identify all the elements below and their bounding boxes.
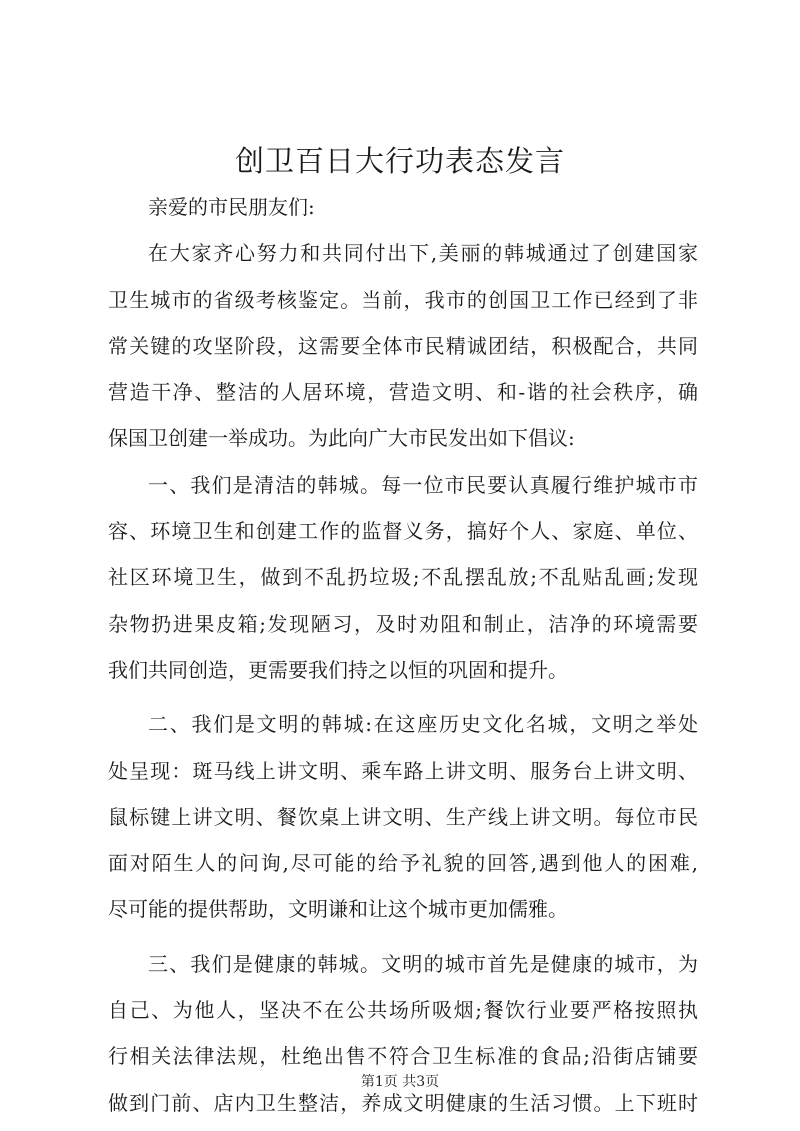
paragraph-line: 行相关法律法规，杜绝出售不符合卫生标准的食品;沿街店铺要 <box>108 1044 698 1069</box>
paragraph-line: 做到门前、店内卫生整洁，养成文明健康的生活习惯。上下班时 <box>108 1090 698 1115</box>
paragraph-line: 营造干净、整洁的人居环境，营造文明、和-谐的社会秩序，确 <box>108 380 698 405</box>
paragraph-line: 鼠标键上讲文明、餐饮桌上讲文明、生产线上讲文明。每位市民 <box>108 804 698 829</box>
paragraph-line: 尽可能的提供帮助，文明谦和让这个城市更加儒雅。 <box>108 897 568 922</box>
paragraph-line: 保国卫创建一举成功。为此向广大市民发出如下倡议: <box>108 426 575 451</box>
paragraph-line: 常关键的攻坚阶段，这需要全体市民精诚团结，积极配合，共同 <box>108 333 698 358</box>
paragraph-line: 我们共同创造，更需要我们持之以恒的巩固和提升。 <box>108 657 568 682</box>
salutation-line: 亲爱的市民朋友们: <box>148 195 315 219</box>
paragraph-line: 一、我们是清洁的韩城。每一位市民要认真履行维护城市市 <box>148 472 698 497</box>
paragraph-line: 三、我们是健康的韩城。文明的城市首先是健康的城市，为 <box>148 951 698 976</box>
paragraph-line: 处呈现：斑马线上讲文明、乘车路上讲文明、服务台上讲文明、 <box>108 758 698 783</box>
paragraph-gap <box>108 693 698 701</box>
paragraph-line: 在大家齐心努力和共同付出下,美丽的韩城通过了创建国家 <box>148 241 698 266</box>
document-body <box>108 184 698 1126</box>
paragraph-line: 杂物扔进果皮箱;发现陋习，及时劝阻和制止，洁净的环境需要 <box>108 611 698 636</box>
page-footer: 第1页 共3页 <box>360 1074 440 1090</box>
paragraph-line: 容、环境卫生和创建工作的监督义务，搞好个人、家庭、单位、 <box>108 519 698 544</box>
paragraph-line: 二、我们是文明的韩城:在这座历史文化名城，文明之举处 <box>148 712 698 737</box>
paragraph-line: 社区环境卫生，做到不乱扔垃圾;不乱摆乱放;不乱贴乱画;发现 <box>108 565 698 590</box>
paragraph-line: 面对陌生人的问询,尽可能的给予礼貌的回答,遇到他人的困难, <box>108 851 698 876</box>
paragraph-line: 自己、为他人，坚决不在公共场所吸烟;餐饮行业要严格按照执 <box>108 998 698 1023</box>
paragraph-gap <box>108 933 698 941</box>
page-title: 创卫百日大行功表态发言 <box>234 144 565 178</box>
paragraph-line: 卫生城市的省级考核鉴定。当前，我市的创国卫工作已经到了非 <box>108 287 698 312</box>
